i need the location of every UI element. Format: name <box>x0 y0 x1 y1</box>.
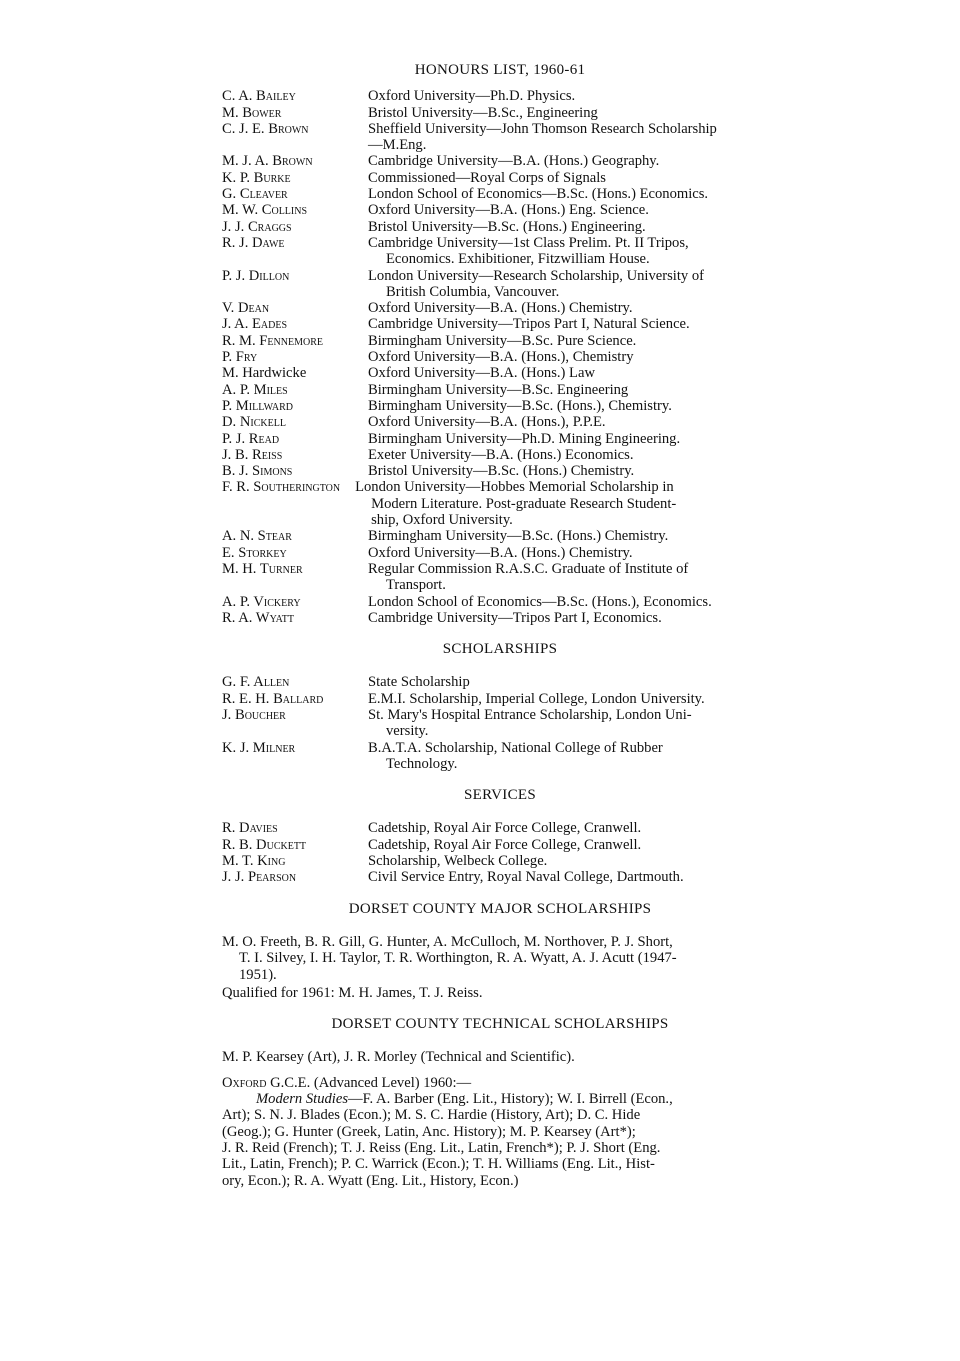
section-title-technical-scholarships: DORSET COUNTY TECHNICAL SCHOLARSHIPS <box>331 1016 669 1033</box>
student-name: P. J. Dillon <box>222 267 290 284</box>
student-name: A. P. Vickery <box>222 593 301 610</box>
honour-detail: Oxford University—B.A. (Hons.), P.P.E. <box>368 414 606 431</box>
list-item <box>222 479 778 528</box>
honour-detail: Cambridge University—B.A. (Hons.) Geography. <box>368 153 660 170</box>
oxford-label: Oxford <box>222 1074 267 1091</box>
list-item <box>222 414 778 430</box>
list-item <box>222 105 778 121</box>
list-item <box>222 594 778 610</box>
list-item <box>222 447 778 463</box>
student-name: R. M. Fennemore <box>222 332 323 349</box>
student-name: C. J. E. Brown <box>222 120 309 137</box>
student-name: A. N. Stear <box>222 528 292 545</box>
honours-list <box>222 88 778 626</box>
student-name: R. B. Duckett <box>222 836 307 853</box>
list-item <box>222 121 778 154</box>
student-name: C. A. Bailey <box>222 88 296 105</box>
student-name: J. B. Reiss <box>222 446 283 463</box>
list-item <box>222 820 778 836</box>
honour-detail: Birmingham University—B.Sc. Pure Science. <box>368 332 637 349</box>
document-page <box>222 62 778 1189</box>
honour-detail: Birmingham University—B.Sc. (Hons.), Chemistry. <box>368 397 672 414</box>
services-list <box>222 820 778 885</box>
student-name: P. Millward <box>222 397 294 414</box>
major-scholarships-paragraph: M. O. Freeth, B. R. Gill, G. Hunter, A. McCulloch, M. Northover, P. J. Short, T. I. Silvey, I. H. Taylor, T. R. Worthington, R. A. Wyatt, A. J. Acutt (1947- 1951). <box>222 933 677 983</box>
student-name: G. Cleaver <box>222 186 288 203</box>
list-item <box>222 869 778 885</box>
honour-detail: Bristol University—B.Sc. (Hons.) Chemistry. <box>368 463 635 480</box>
section-title-scholarships: SCHOLARSHIPS <box>442 641 558 658</box>
honour-detail: London School of Economics—B.Sc. (Hons.), Economics. <box>368 593 712 610</box>
list-item <box>222 186 778 202</box>
student-name: J. A. Eades <box>222 316 288 333</box>
list-item <box>222 170 778 186</box>
list-item <box>222 300 778 316</box>
honour-detail: Cambridge University—Tripos Part I, Economics. <box>368 609 662 626</box>
list-item <box>222 853 778 869</box>
modern-studies-label: Modern Studies <box>256 1091 349 1108</box>
service-detail: Cadetship, Royal Air Force College, Cranwell. <box>368 836 642 853</box>
scholarship-detail: St. Mary's Hospital Entrance Scholarship, London Uni- versity. <box>368 706 692 740</box>
student-name: P. Fry <box>222 349 258 366</box>
scholarship-detail: E.M.I. Scholarship, Imperial College, London University. <box>368 690 705 707</box>
honour-detail: London School of Economics—B.Sc. (Hons.) Economics. <box>368 186 709 203</box>
honour-detail: Oxford University—B.A. (Hons.) Chemistry. <box>368 300 633 317</box>
student-name: J. J. Pearson <box>222 869 297 886</box>
scholarship-detail: State Scholarship <box>368 674 470 691</box>
service-detail: Scholarship, Welbeck College. <box>368 853 548 870</box>
student-name: B. J. Simons <box>222 463 293 480</box>
student-name: D. Nickell <box>222 414 286 431</box>
student-name: R. Davies <box>222 820 278 837</box>
oxford-gce-heading: Oxford G.C.E. (Advanced Level) 1960:— <box>222 1074 472 1091</box>
honour-detail: Cambridge University—Tripos Part I, Natural Science. <box>368 316 690 333</box>
modern-studies-paragraph: Modern Studies—F. A. Barber (Eng. Lit., History); W. I. Birrell (Econ., Art); S. N. J. Blades (Econ.); M. S. C. Hardie (History, Art); D. C. Hide (Geog.); G. Hunter (Greek, Latin, Anc. History); M. P. Kearsey (Art*); J. R. Reid (French); T. J. Reiss (Eng. Lit., Latin, French*); P. J. Short (Eng. Lit., Latin, French); P. C. Warrick (Econ.); T. H. Williams (Eng. Lit., Hist- ory, Econ.); R. A. Wyatt (Eng. Lit., History, Econ.) <box>222 1091 673 1189</box>
scholarships-list <box>222 674 778 772</box>
honour-detail: London University—Research Scholarship, University of British Columbia, Vancouver. <box>368 267 704 300</box>
honour-detail: Oxford University—B.A. (Hons.) Chemistry. <box>368 544 633 561</box>
technical-scholarships-text: M. P. Kearsey (Art), J. R. Morley (Technical and Scientific). <box>222 1049 575 1066</box>
honour-detail: London University—Hobbes Memorial Scholarship in Modern Literature. Post-graduate Research Student- ship, Oxford University. <box>355 479 677 529</box>
student-name: J. J. Craggs <box>222 218 292 235</box>
service-detail: Civil Service Entry, Royal Naval College, Dartmouth. <box>368 869 684 886</box>
list-item <box>222 610 778 626</box>
student-name: M. H. Turner <box>222 560 303 577</box>
list-item <box>222 837 778 853</box>
student-name: F. R. Southerington <box>222 479 341 496</box>
scholarship-detail: B.A.T.A. Scholarship, National College of Rubber Technology. <box>368 739 663 772</box>
honour-detail: Regular Commission R.A.S.C. Graduate of Institute of Transport. <box>368 560 689 594</box>
list-item <box>222 707 778 740</box>
honour-detail: Oxford University—B.A. (Hons.) Law <box>368 365 595 382</box>
honour-detail: Commissioned—Royal Corps of Signals <box>368 169 606 186</box>
student-name: M. Bower <box>222 104 282 121</box>
student-name: P. J. Read <box>222 430 280 447</box>
list-item <box>222 235 778 268</box>
student-name: J. Boucher <box>222 706 286 723</box>
student-name: M. J. A. Brown <box>222 153 313 170</box>
student-name: E. Storkey <box>222 544 287 561</box>
list-item <box>222 349 778 365</box>
student-name: R. J. Dawe <box>222 234 285 251</box>
student-name: G. F. Allen <box>222 674 290 691</box>
list-item <box>222 219 778 235</box>
list-item <box>222 202 778 218</box>
student-name: V. Dean <box>222 300 270 317</box>
honour-detail: Exeter University—B.A. (Hons.) Economics. <box>368 446 634 463</box>
list-item <box>222 674 778 690</box>
honour-detail: Oxford University—B.A. (Hons.) Eng. Science. <box>368 202 649 219</box>
list-item <box>222 561 778 594</box>
honour-detail: Oxford University—Ph.D. Physics. <box>368 88 576 105</box>
honour-detail: Cambridge University—1st Class Prelim. Pt. II Tripos, Economics. Exhibitioner, Fitzwilliam House. <box>368 234 689 268</box>
page-title: HONOURS LIST, 1960-61 <box>414 62 586 78</box>
list-item <box>222 382 778 398</box>
list-item <box>222 545 778 561</box>
list-item <box>222 316 778 332</box>
list-item <box>222 88 778 104</box>
list-item <box>222 365 778 381</box>
section-title-services: SERVICES <box>463 787 537 804</box>
student-name: M. T. King <box>222 853 286 870</box>
list-item <box>222 268 778 301</box>
student-name: R. E. H. Ballard <box>222 690 324 707</box>
honour-detail: Birmingham University—Ph.D. Mining Engineering. <box>368 430 681 447</box>
student-name: K. P. Burke <box>222 169 291 186</box>
honour-detail: Birmingham University—B.Sc. (Hons.) Chemistry. <box>368 528 669 545</box>
list-item <box>222 463 778 479</box>
major-qualified-text: Qualified for 1961: M. H. James, T. J. Reiss. <box>222 984 483 1001</box>
honour-detail: Sheffield University—John Thomson Research Scholarship —M.Eng. <box>368 120 717 154</box>
honour-detail: Birmingham University—B.Sc. Engineering <box>368 381 629 398</box>
student-name: M. Hardwicke <box>222 365 307 382</box>
service-detail: Cadetship, Royal Air Force College, Cranwell. <box>368 820 642 837</box>
honour-detail: Bristol University—B.Sc. (Hons.) Engineering. <box>368 218 646 235</box>
student-name: K. J. Milner <box>222 739 296 756</box>
honour-detail: Bristol University—B.Sc., Engineering <box>368 104 598 121</box>
section-title-major-scholarships: DORSET COUNTY MAJOR SCHOLARSHIPS <box>348 900 652 917</box>
list-item <box>222 431 778 447</box>
list-item <box>222 740 778 773</box>
list-item <box>222 333 778 349</box>
student-name: M. W. Collins <box>222 202 308 219</box>
list-item <box>222 691 778 707</box>
list-item <box>222 398 778 414</box>
student-name: R. A. Wyatt <box>222 609 295 626</box>
list-item <box>222 153 778 169</box>
student-name: A. P. Miles <box>222 381 288 398</box>
list-item <box>222 528 778 544</box>
honour-detail: Oxford University—B.A. (Hons.), Chemistry <box>368 349 634 366</box>
